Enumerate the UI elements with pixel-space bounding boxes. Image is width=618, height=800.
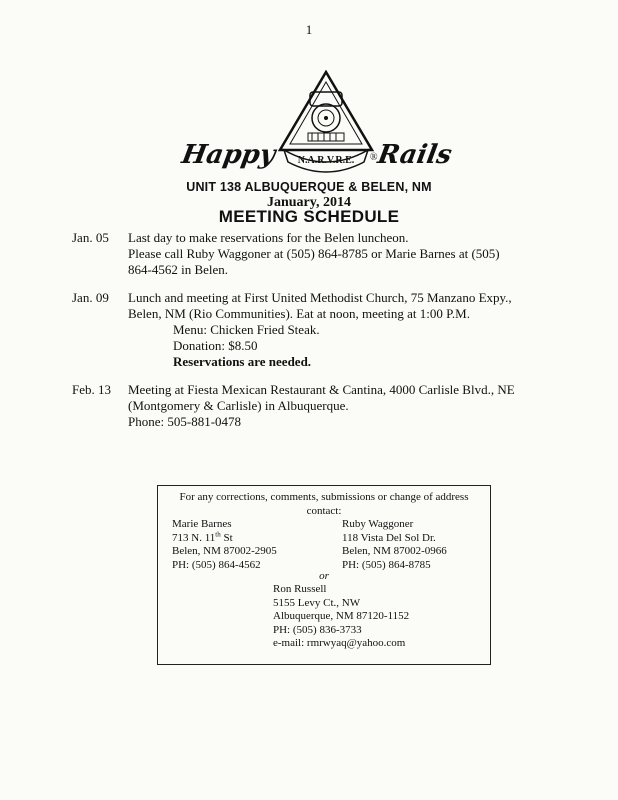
registered-mark: ® — [370, 152, 378, 163]
contact-phone: PH: (505) 864-8785 — [342, 558, 431, 571]
contact-name: Ron Russell — [273, 583, 327, 595]
contact-marie-barnes — [172, 518, 277, 572]
event-line: Lunch and meeting at First United Methodist Church, 75 Manzano Expy., — [128, 290, 512, 305]
contact-phone: PH: (505) 836-3733 — [273, 623, 362, 636]
event-donation: Donation: $8.50 — [173, 338, 258, 353]
contact-intro-line: contact: — [306, 504, 342, 517]
event-date: Feb. 13 — [72, 382, 111, 397]
logo-badge-text: N.A.R.V.R.E. — [297, 155, 355, 166]
locomotive-emblem-icon — [278, 70, 374, 174]
contact-street: 5155 Levy Ct., NW — [273, 596, 361, 609]
contact-street: 118 Vista Del Sol Dr. — [342, 531, 436, 544]
event-date: Jan. 05 — [72, 230, 109, 245]
event-line: Meeting at Fiesta Mexican Restaurant & Cantina, 4000 Carlisle Blvd., NE — [128, 382, 515, 397]
contact-city: Belen, NM 87002-0966 — [342, 545, 447, 557]
event-description — [128, 230, 548, 278]
logo-word-happy: Happy — [179, 140, 278, 170]
contact-intro — [158, 491, 490, 518]
event-reservation-note: Reservations are needed. — [173, 354, 312, 369]
event-line: Belen, NM (Rio Communities). Eat at noon, meeting at 1:00 P.M. — [128, 306, 470, 321]
page-number: 1 — [305, 22, 313, 37]
contact-name: Marie Barnes — [172, 518, 232, 530]
month-heading: January, 2014 — [266, 195, 351, 210]
event-menu: Menu: Chicken Fried Steak. — [173, 322, 320, 337]
contact-email[interactable]: e-mail: rmrwyaq@yahoo.com — [273, 637, 406, 649]
event-line: (Montgomery & Carlisle) in Albuquerque. — [128, 398, 349, 413]
contact-ruby-waggoner — [342, 518, 447, 572]
event-line: 864-4562 in Belen. — [128, 262, 229, 277]
contact-or: or — [319, 570, 329, 582]
contact-phone: PH: (505) 864-4562 — [172, 558, 261, 571]
event-date: Jan. 09 — [72, 290, 109, 305]
page-title: MEETING SCHEDULE — [218, 207, 400, 226]
happy-rails-logo — [180, 70, 460, 180]
contact-city: Belen, NM 87002-2905 — [172, 545, 277, 557]
event-line: Phone: 505-881-0478 — [128, 414, 242, 429]
unit-heading: UNIT 138 ALBUQUERQUE & BELEN, NM — [186, 180, 432, 194]
contact-street: 713 N. 11th St — [172, 529, 233, 544]
logo-word-rails: Rails — [375, 140, 455, 170]
event-description — [128, 382, 548, 430]
contact-name: Ruby Waggoner — [342, 518, 414, 530]
event-line: Last day to make reservations for the Belen luncheon. — [128, 230, 409, 245]
contact-box — [157, 485, 491, 665]
contact-city: Albuquerque, NM 87120-1152 — [273, 610, 410, 622]
event-description — [128, 290, 548, 370]
contact-ron-russell — [273, 583, 409, 651]
contact-intro-line: For any corrections, comments, submissions or change of address — [179, 491, 469, 503]
event-line: Please call Ruby Waggoner at (505) 864-8785 or Marie Barnes at (505) — [128, 246, 500, 261]
